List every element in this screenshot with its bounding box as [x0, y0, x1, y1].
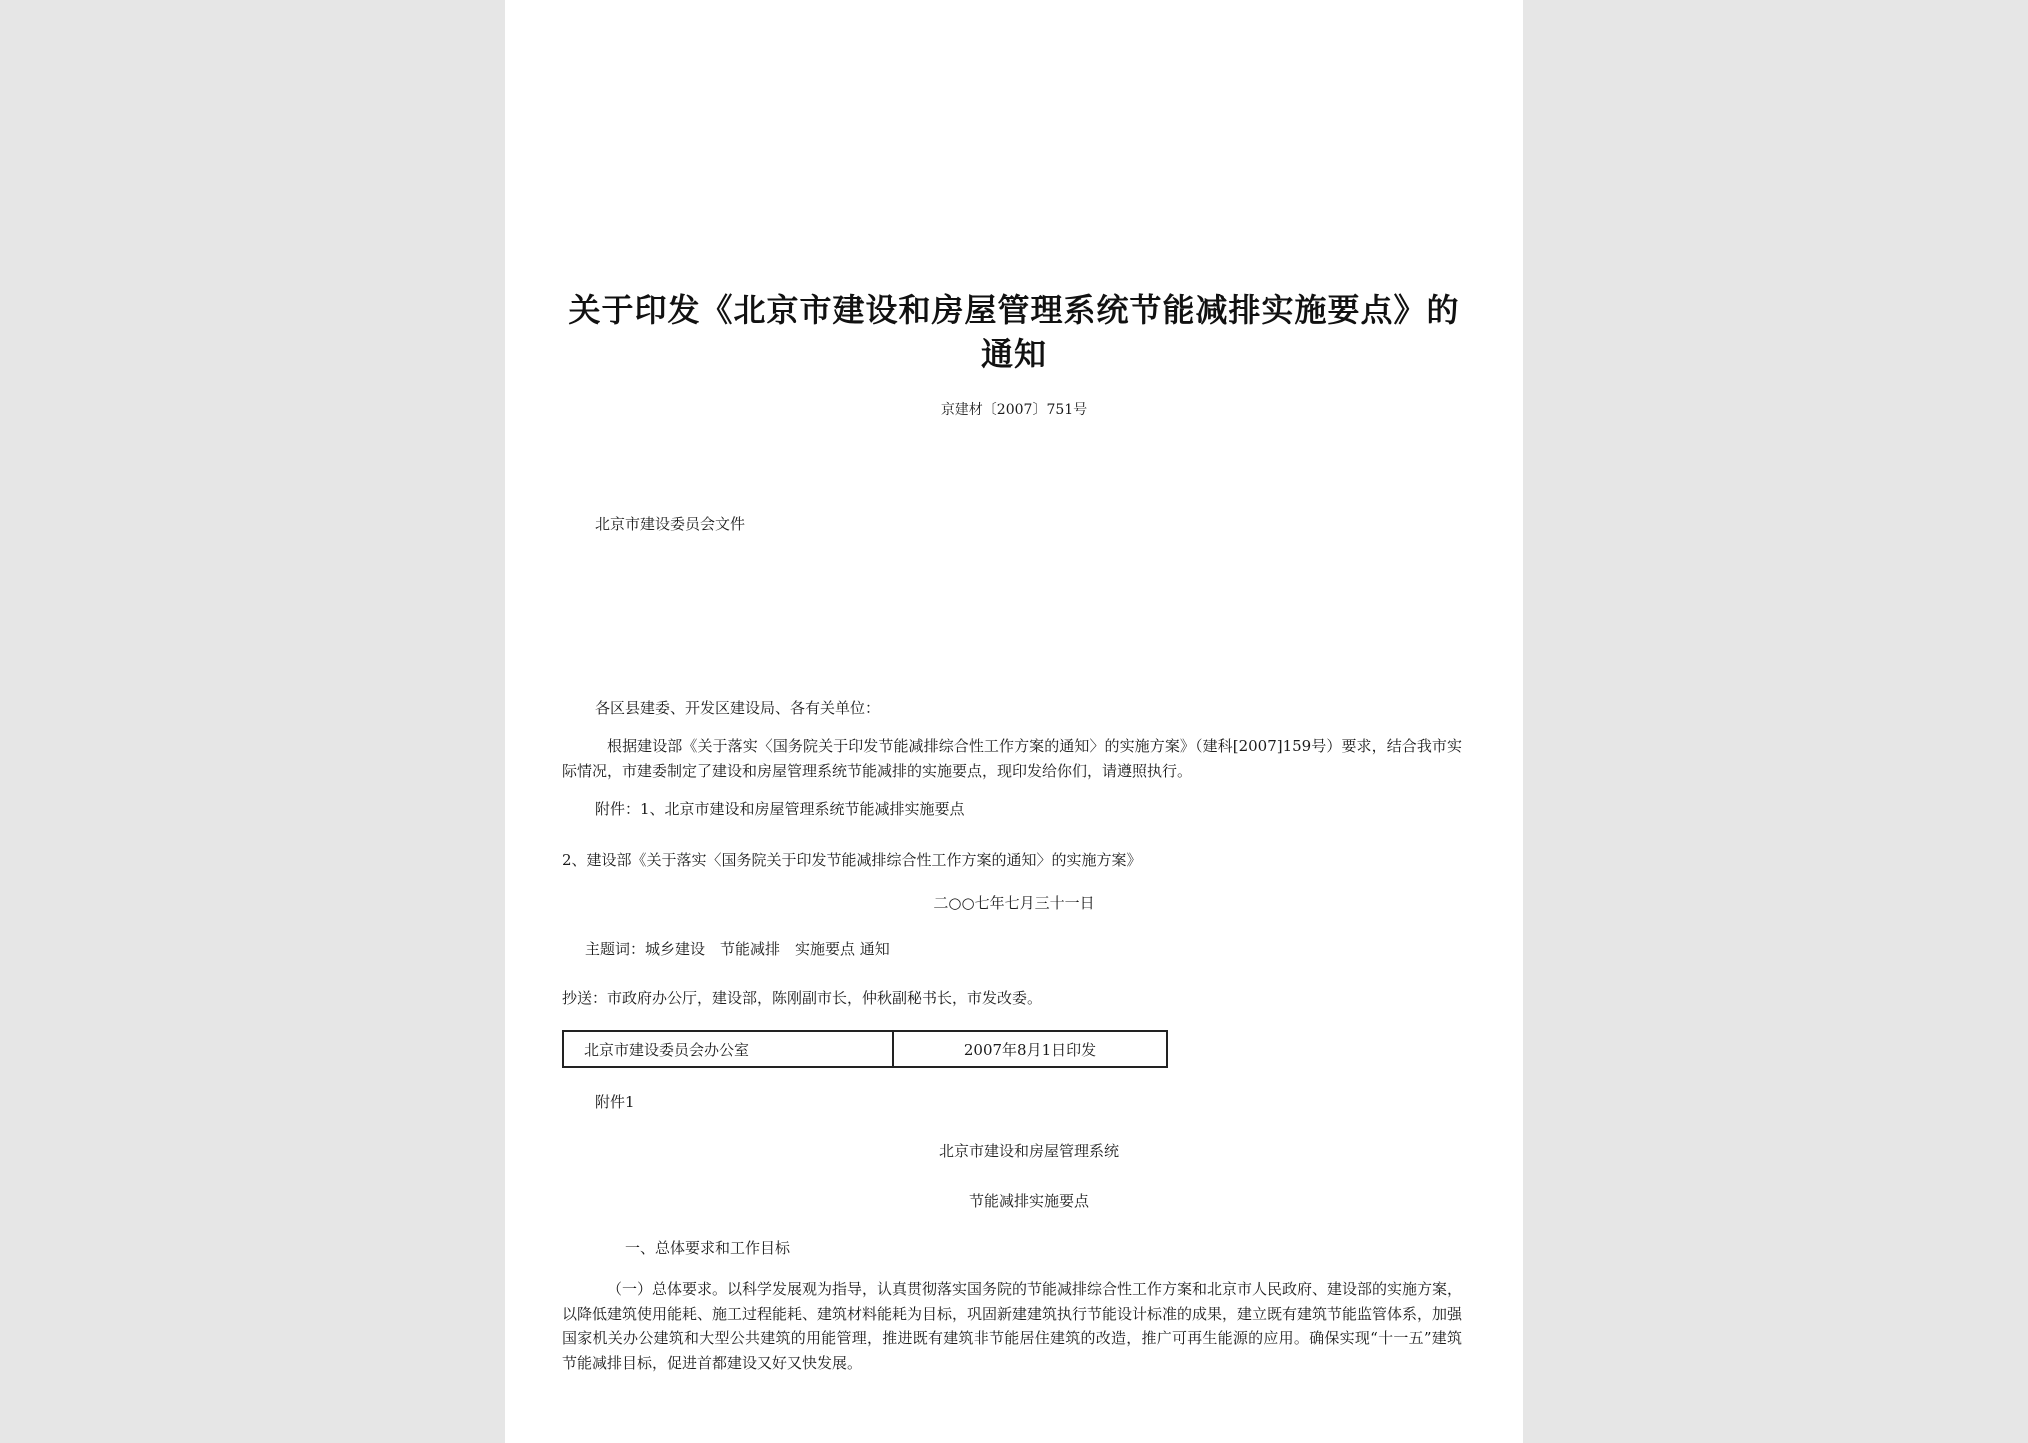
addressee: 各区县建委、开发区建设局、各有关单位：	[595, 699, 881, 717]
appendix-label: 附件1	[595, 1093, 635, 1111]
section-paragraph: （一）总体要求。以科学发展观为指导，认真贯彻落实国务院的节能减排综合性工作方案和北京市人民政府、建设部的实施方案，以降低建筑使用能耗、施工过程能耗、建筑材料能耗为目标，巩固新建建筑执行节能设计标准的成果，建立既有建筑节能监管体系，加强国家机关办公建筑和大型公共建筑的用能管理，推进既有建筑非节能居住建筑的改造，推广可再生能源的应用。确保实现“十一五”建筑节能减排目标，促进首都建设又好又快发展。	[562, 1280, 1463, 1372]
document-page	[505, 0, 1523, 1443]
appendix-title-line-1: 北京市建设和房屋管理系统	[938, 1142, 1119, 1160]
issuer-header: 北京市建设委员会文件	[595, 515, 746, 533]
attachment-item-1: 附件：1、北京市建设和房屋管理系统节能减排实施要点	[595, 800, 965, 818]
attachment-item-2: 2、建设部《关于落实〈国务院关于印发节能减排综合性工作方案的通知〉的实施方案》	[562, 851, 1142, 869]
document-title: 关于印发《北京市建设和房屋管理系统节能减排实施要点》的通知	[568, 291, 1460, 373]
appendix-title-line-2: 节能减排实施要点	[968, 1192, 1089, 1210]
section-heading: 一、总体要求和工作目标	[625, 1239, 791, 1257]
keywords-line: 主题词：城乡建设 节能减排 实施要点 通知	[585, 940, 890, 958]
body-paragraph: 根据建设部《关于落实〈国务院关于印发节能减排综合性工作方案的通知〉的实施方案》（建科[2007]159号）要求，结合我市实际情况，市建委制定了建设和房屋管理系统节能减排的实施要点，现印发给你们，请遵照执行。	[562, 737, 1462, 780]
issuing-office: 北京市建设委员会办公室	[563, 1031, 893, 1067]
issue-table-row	[563, 1031, 1167, 1067]
document-date: 二○○七年七月三十一日	[933, 894, 1095, 912]
document-number: 京建材〔2007〕751号	[940, 402, 1088, 418]
cc-line: 抄送：市政府办公厅，建设部，陈刚副市长，仲秋副秘书长，市发改委。	[562, 989, 1043, 1007]
print-date: 2007年8月1日印发	[893, 1031, 1167, 1067]
issue-table	[562, 1030, 1168, 1068]
